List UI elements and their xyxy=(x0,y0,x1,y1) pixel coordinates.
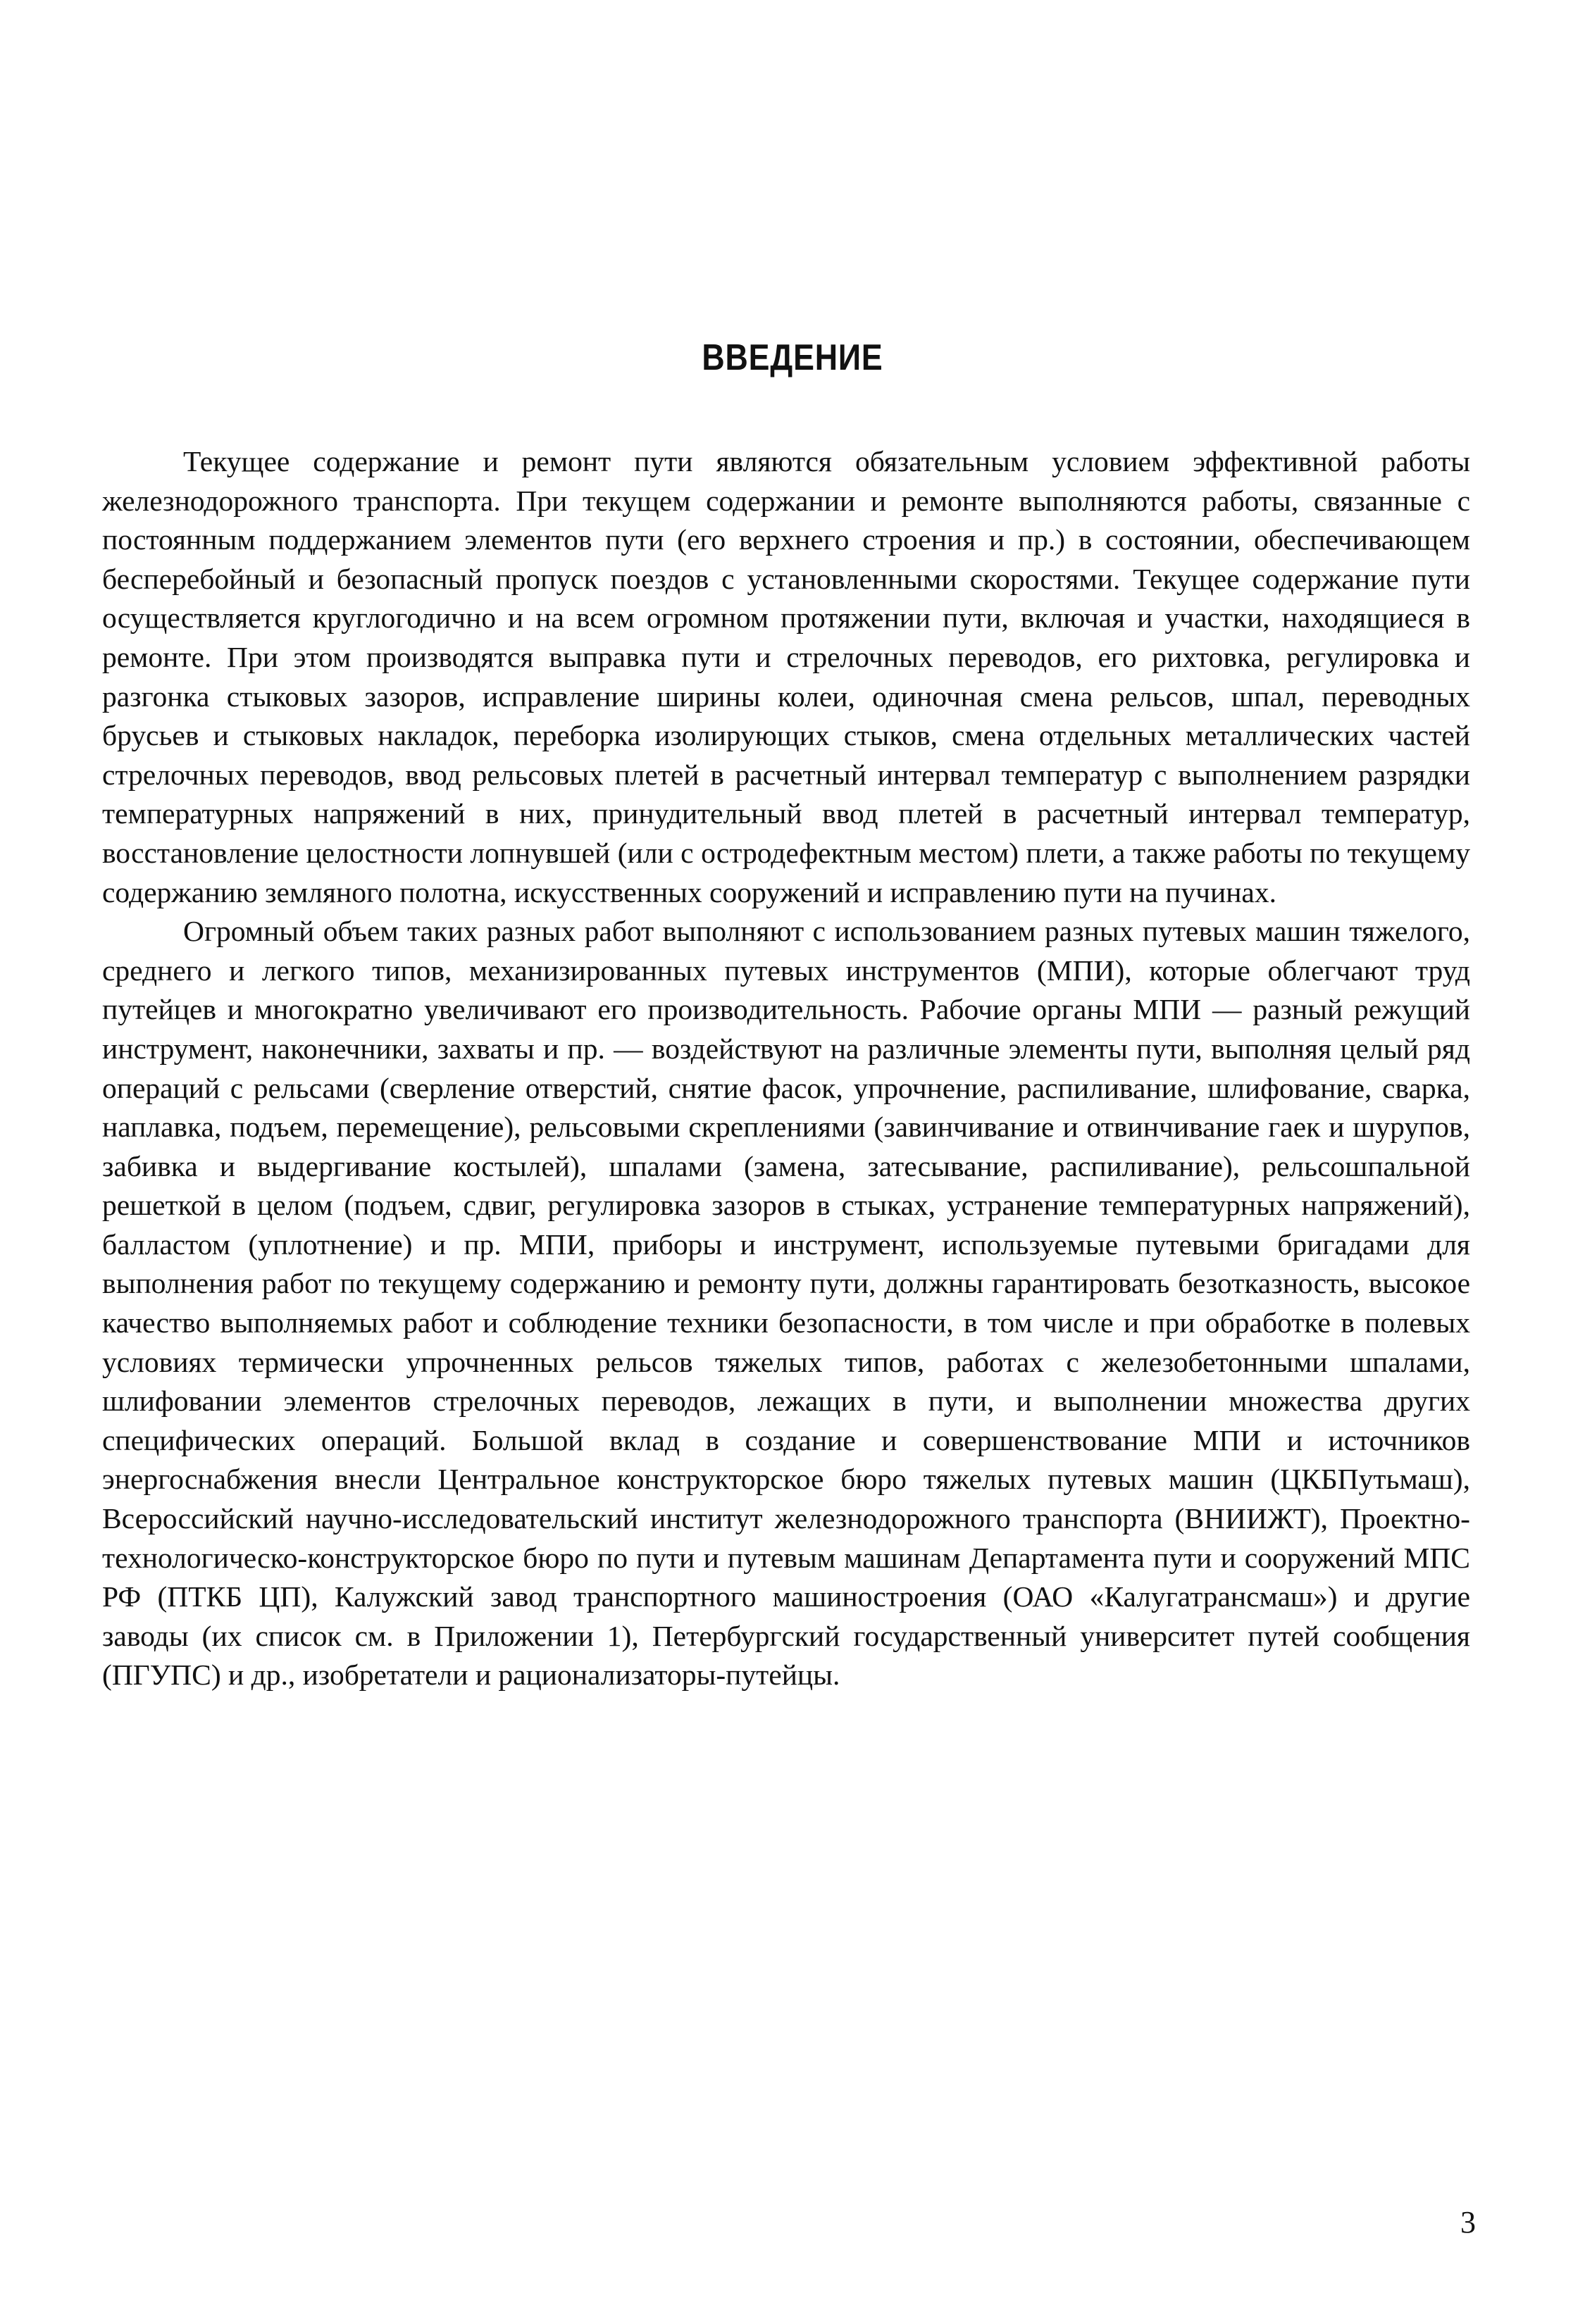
paragraph-2: Огромный объем таких разных работ выполняют с использованием разных путевых машин тяжелого, среднего и легкого типов, механизированных путевых инструментов (МПИ), которые облегчают труд путейцев и многократно увеличивают его производительность. Рабочие органы МПИ — разный режущий инструмент, наконечники, захваты и пр. — воздействуют на различные элементы пути, выполняя целый ряд операций с рельсами (сверление отверстий, снятие фасок, упрочнение, распиливание, шлифование, сварка, наплавка, подъем, перемещение), рельсовыми скреплениями (завинчивание и отвинчивание гаек и шурупов, забивка и выдергивание костылей), шпалами (замена, затесывание, распиливание), рельсошпальной решеткой в целом (подъем, сдвиг, регулировка зазоров в стыках, устранение температурных напряжений), балластом (уплотнение) и пр. МПИ, приборы и инструмент, используемые путевыми бригадами для выполнения работ по текущему содержанию и ремонту пути, должны гарантировать безотказность, высокое качество выполняемых работ и соблюдение техники безопасности, в том числе и при обработке в полевых условиях термически упрочненных рельсов тяжелых типов, работах с железобетонными шпалами, шлифовании элементов стрелочных переводов, лежащих в пути, и выполнении множества других специфических операций. Большой вклад в создание и совершенствование МПИ и источников энергоснабжения внесли Центральное конструкторское бюро тяжелых путевых машин (ЦКБПутьмаш), Всероссийский научно-исследовательский институт железнодорожного транспорта (ВНИИЖТ), Проектно-технологическо-конструкторское бюро по пути и путевым машинам Департамента пути и сооружений МПС РФ (ПТКБ ЦП), Калужский завод транспортного машиностроения (ОАО «Калугатрансмаш») и другие заводы (их список см. в Приложении 1), Петербургский государственный университет путей сообщения (ПГУПС) и др., изобретатели и рационализаторы-путейцы. xyxy=(102,915,1470,1692)
page-number: 3 xyxy=(1460,2205,1476,2239)
chapter-title: ВВЕДЕНИЕ xyxy=(702,337,883,378)
body-text xyxy=(102,442,1470,1695)
paragraph-1: Текущее содержание и ремонт пути являются обязательным условием эффективной работы железнодорожного транспорта. При текущем содержании и ремонте выполняются работы, связанные с постоянным поддержанием элементов пути (его верхнего строения и пр.) в состоянии, обеспечивающем бесперебойный и безопасный пропуск поездов с установленными скоростями. Текущее содержание пути осуществляется круглогодично и на всем огромном протяжении пути, включая и участки, находящиеся в ремонте. При этом производятся выправка пути и стрелочных переводов, его рихтовка, регулировка и разгонка стыковых зазоров, исправление ширины колеи, одиночная смена рельсов, шпал, переводных брусьев и стыковых накладок, переборка изолирующих стыков, смена отдельных металлических частей стрелочных переводов, ввод рельсовых плетей в расчетный интервал температур с выполнением разрядки температурных напряжений в них, принудительный ввод плетей в расчетный интервал температур, восстановление целостности лопнувшей (или с остродефектным местом) плети, а также работы по текущему содержанию земляного полотна, искусственных сооружений и исправлению пути на пучинах. xyxy=(102,445,1470,908)
